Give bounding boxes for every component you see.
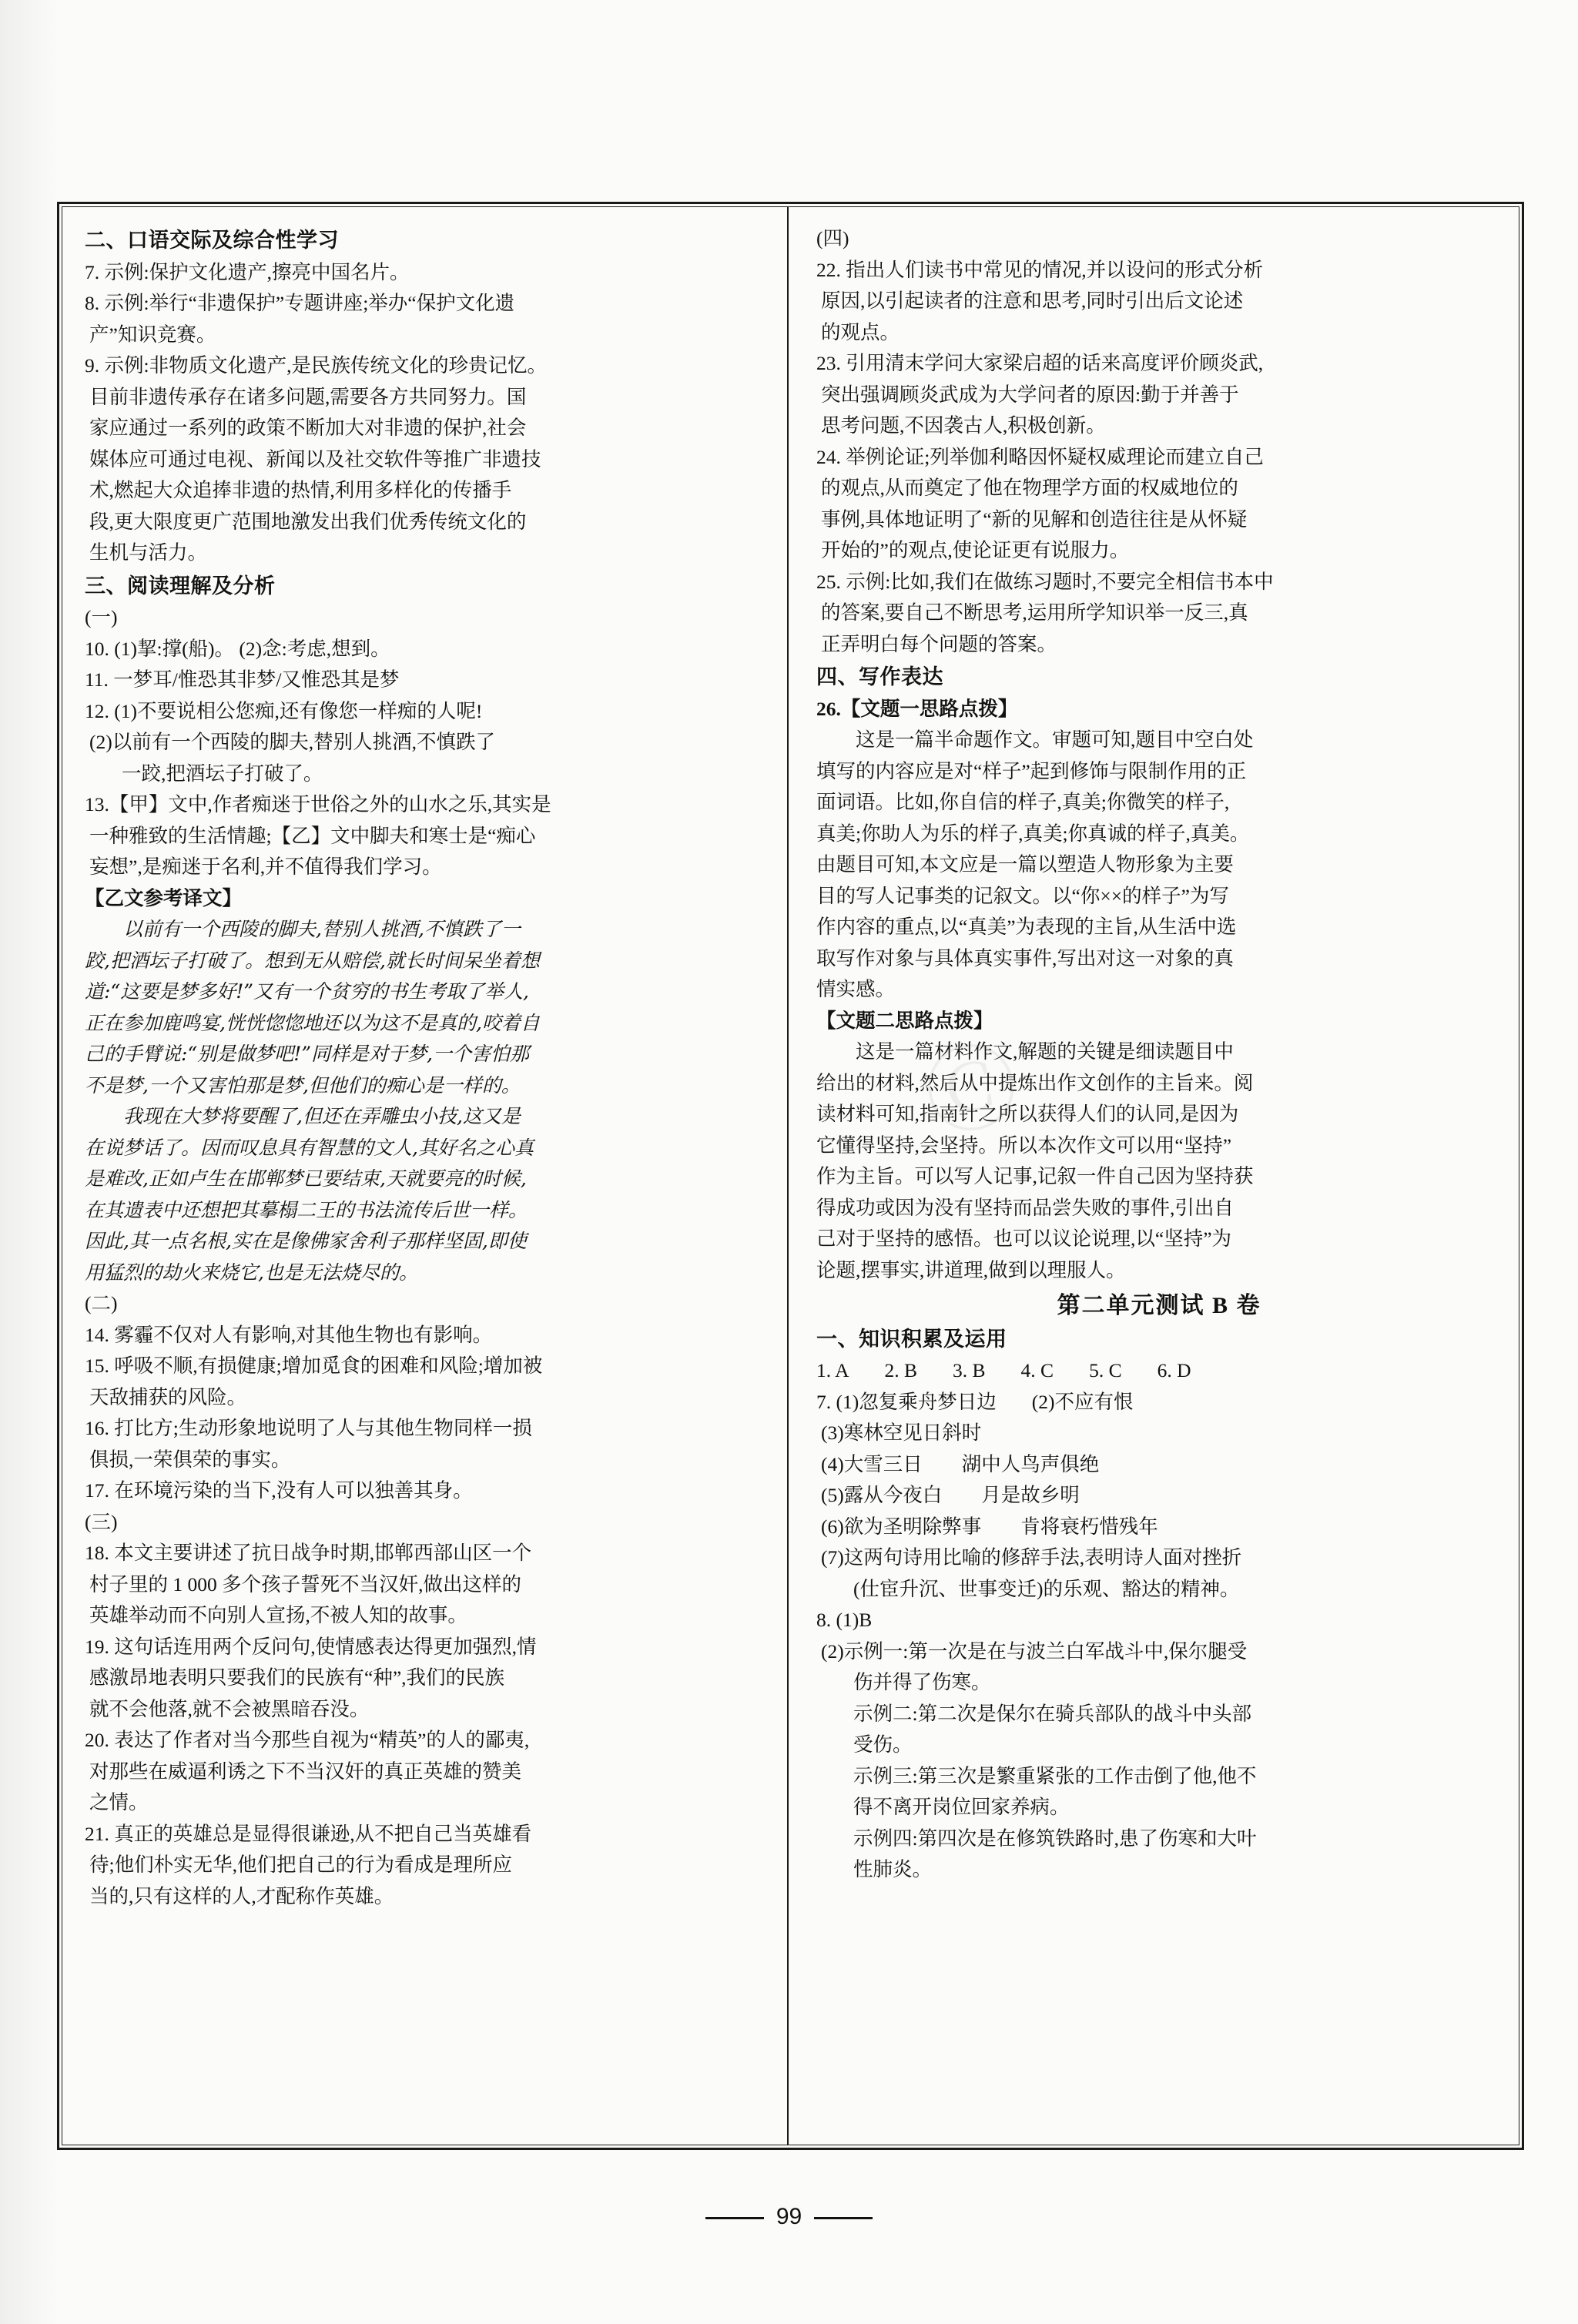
answer-item-9-line4: 媒体应可通过电视、新闻以及社交软件等推广非遗技: [89, 447, 541, 470]
answer-item-23-line3: 思考问题,不因袭古人,积极创新。: [821, 414, 1106, 437]
mc-answer-5: 5. C: [1089, 1359, 1122, 1381]
answer-item-25-line1: 25. 示例:比如,我们在做练习题时,不要完全相信书本中: [816, 570, 1274, 593]
answer-item-22-line2: 原因,以引起读者的注意和思考,同时引出后文论述: [821, 290, 1244, 312]
translation-heading: 【乙文参考译文】: [85, 886, 243, 909]
answer-item-b8-2b: 伤并得了伤寒。: [853, 1671, 991, 1693]
answer-item-b7-7a: (7)这两句诗用比喻的修辞手法,表明诗人面对挫折: [821, 1546, 1242, 1569]
translation-line: 以前有一个西陵的脚夫,替别人挑酒,不慎跌了一: [85, 918, 521, 940]
answer-item-9-line5: 术,燃起大众追捧非遗的热情,利用多样化的传播手: [89, 479, 512, 501]
multiple-choice-answers: [816, 1355, 1502, 1387]
answer-item-20-line3: 之情。: [89, 1791, 149, 1813]
answer-item-13-line3: 妄想”,是痴迷于名利,并不值得我们学习。: [89, 856, 442, 878]
answer-item-9-line1: 9. 示例:非物质文化遗产,是民族传统文化的珍贵记忆。: [85, 354, 547, 377]
answer-item-18-line1: 18. 本文主要讲述了抗日战争时期,邯郸西部山区一个: [85, 1542, 532, 1564]
translation-line: 在说梦话了。因而叹息具有智慧的文人,其好名之心真: [85, 1136, 534, 1159]
answer-item-12-2a: (2)以前有一个西陵的脚夫,替别人挑酒,不慎跌了: [89, 731, 495, 753]
answer-item-b8-2f: 得不离开岗位回家养病。: [853, 1796, 1070, 1818]
page-rule-left: [705, 2217, 764, 2219]
essay-hint2-line: 给出的材料,然后从中提炼出作文创作的主旨来。阅: [816, 1071, 1254, 1094]
answer-item-b7-3: (3)寒林空见日斜时: [821, 1422, 982, 1444]
translation-line: 用猛烈的劫火来烧它,也是无法烧尽的。: [85, 1261, 418, 1284]
essay-hint2-line: 己对于坚持的感悟。也可以议论说理,以“坚持”为: [816, 1227, 1232, 1250]
answer-item-b8-2d: 受伤。: [853, 1733, 913, 1756]
answer-item-b7-1: [816, 1387, 1502, 1418]
answer-item-25-line3: 正弄明白每个问题的答案。: [821, 632, 1057, 655]
group-label-3: (三): [85, 1510, 118, 1533]
essay-hint-line: 取写作对象与具体真实事件,写出对这一对象的真: [816, 946, 1234, 969]
answer-item-12-2b: 一跤,把酒坛子打破了。: [122, 762, 323, 785]
answer-item-15-line1: 15. 呼吸不顺,有损健康;增加觅食的困难和风险;增加被: [85, 1355, 543, 1377]
answer-item-17: 17. 在环境污染的当下,没有人可以独善其身。: [85, 1479, 473, 1502]
mc-answer-4: 4. C: [1020, 1359, 1054, 1381]
essay-hint2-line: 这是一篇材料作文,解题的关键是细读题目中: [816, 1040, 1234, 1063]
answer-item-8-line2: 产”知识竞赛。: [89, 323, 216, 346]
watermark: Ⓒ: [918, 1030, 1033, 1151]
mc-answer-2: 2. B: [884, 1359, 918, 1381]
answer-item-b7-6: (6)欲为圣明除弊事 肯将衰朽惜残年: [821, 1515, 1158, 1538]
group-label-1: (一): [85, 606, 118, 628]
answer-item-22-line3: 的观点。: [821, 320, 900, 343]
answer-item-23-line2: 突出强调顾炎武成为大学问者的原因:勤于并善于: [821, 383, 1239, 406]
answer-item-19-line1: 19. 这句话连用两个反问句,使情感表达得更加强烈,情: [85, 1635, 537, 1658]
answer-item-9-line7: 生机与活力。: [89, 541, 208, 564]
left-column: [85, 223, 762, 1912]
group-label-2: (二): [85, 1292, 118, 1314]
answer-item-21-line3: 当的,只有这样的人,才配称作英雄。: [89, 1884, 394, 1907]
answer-b7-1a: 7. (1)忽复乘舟梦日边: [816, 1390, 997, 1413]
answer-item-9-line2: 目前非遗传承存在诸多问题,需要各方共同努力。国: [89, 385, 527, 408]
answer-item-19-line2: 感激昂地表明只要我们的民族有“种”,我们的民族: [89, 1666, 505, 1689]
essay-hint-line: 作内容的重点,以“真美”为表现的主旨,从生活中选: [816, 916, 1237, 938]
answer-item-24-line3: 事例,具体地证明了“新的见解和创造往往是从怀疑: [821, 507, 1248, 531]
answer-item-18-line3: 英雄举动而不向别人宣扬,不被人知的故事。: [89, 1604, 467, 1626]
group-label-4: (四): [816, 227, 849, 249]
answer-item-25-line2: 的答案,要自己不断思考,运用所学知识举一反三,真: [821, 601, 1248, 624]
translation-line: 跤,把酒坛子打破了。想到无从赔偿,就长时间呆坐着想: [85, 949, 540, 972]
answer-item-b7-7b: (仕宦升沉、世事变迁)的乐观、豁达的精神。: [853, 1577, 1240, 1600]
answer-item-7: 7. 示例:保护文化遗产,擦亮中国名片。: [85, 260, 410, 283]
essay-hint-line: 情实感。: [816, 978, 896, 1000]
right-column: [816, 223, 1502, 1886]
essay-hint-line: 填写的内容应是对“样子”起到修饰与限制作用的正: [816, 759, 1247, 782]
answer-item-24-line1: 24. 举例论证;列举伽利略因怀疑权威理论而建立自己: [816, 445, 1264, 468]
translation-line: 是难改,正如卢生在邯郸梦已要结束,天就要亮的时候,: [85, 1167, 527, 1190]
answer-item-13-line1: 13.【甲】文中,作者痴迷于世俗之外的山水之乐,其实是: [85, 793, 551, 815]
translation-body: [85, 914, 762, 1288]
essay-hint2-line: 论题,摆事实,讲道理,做到以理服人。: [816, 1258, 1126, 1281]
answer-item-20-line1: 20. 表达了作者对当今那些自视为“精英”的人的鄙夷,: [85, 1729, 530, 1751]
answer-item-26-heading: 26.【文题一思路点拨】: [816, 697, 1018, 720]
section-heading-writing: 四、写作表达: [816, 665, 943, 688]
answer-item-16-line1: 16. 打比方;生动形象地说明了人与其他生物同样一损: [85, 1417, 532, 1439]
answer-item-9-line3: 家应通过一系列的政策不断加大对非遗的保护,社会: [89, 417, 527, 439]
answer-item-b8-2e: 示例三:第三次是繁重紧张的工作击倒了他,他不: [853, 1764, 1257, 1787]
answer-item-24-line4: 开始的”的观点,使论证更有说服力。: [821, 539, 1130, 561]
answer-item-b8-2h: 性肺炎。: [853, 1858, 933, 1880]
answer-item-21-line2: 待;他们朴实无华,他们把自己的行为看成是理所应: [89, 1854, 512, 1876]
translation-line: 不是梦,一个又害怕那是梦,但他们的痴心是一样的。: [85, 1073, 521, 1097]
mc-answer-1: 1. A: [816, 1359, 849, 1381]
answer-item-16-line2: 俱损,一荣俱荣的事实。: [89, 1448, 291, 1471]
essay-hint2-line: 读材料可知,指南针之所以获得人们的认同,是因为: [816, 1103, 1239, 1125]
essay-hint-line: 这是一篇半命题作文。审题可知,题目中空白处: [816, 728, 1254, 751]
translation-line: 我现在大梦将要醒了,但还在弄雕虫小技,这又是: [85, 1105, 521, 1127]
answer-item-b8-2a: (2)示例一:第一次是在与波兰白军战斗中,保尔腿受: [821, 1639, 1248, 1663]
answer-item-21-line1: 21. 真正的英雄总是显得很谦逊,从不把自己当英雄看: [85, 1822, 532, 1845]
answer-item-18-line2: 村子里的 1 000 多个孩子誓死不当汉奸,做出这样的: [89, 1572, 522, 1596]
answer-item-9-line6: 段,更大限度更广范围地激发出我们优秀传统文化的: [89, 510, 527, 533]
answer-item-26-heading-2: 【文题二思路点拨】: [816, 1009, 993, 1032]
translation-line: 正在参加鹿鸣宴,恍恍惚惚地还以为这不是真的,咬着自: [85, 1011, 540, 1034]
answer-item-8-line1: 8. 示例:举行“非遗保护”专题讲座;举办“保护文化遗: [85, 292, 515, 314]
answer-item-b7-5: (5)露从今夜白 月是故乡明: [821, 1484, 1080, 1506]
answer-item-12-1: 12. (1)不要说相公您痴,还有像您一样痴的人呢!: [85, 699, 483, 722]
answer-item-22-line1: 22. 指出人们读书中常见的情况,并以设问的形式分析: [816, 258, 1264, 281]
essay-hint-line: 面词语。比如,你自信的样子,真美;你微笑的样子,: [816, 791, 1230, 813]
page-number: 99: [776, 2204, 802, 2229]
translation-line: 己的手臂说:“别是做梦吧!”同样是对于梦,一个害怕那: [85, 1043, 529, 1065]
mc-answer-6: 6. D: [1157, 1359, 1191, 1381]
page-number-footer: [0, 2204, 1578, 2230]
essay-hint-line: 由题目可知,本文应是一篇以塑造人物形象为主要: [816, 853, 1234, 876]
essay-hint2-line: 它懂得坚持,会坚持。所以本次作文可以用“坚持”: [816, 1134, 1232, 1157]
page-edge-shadow: [0, 0, 59, 2324]
mc-answer-3: 3. B: [953, 1359, 986, 1381]
answer-item-11: 11. 一梦耳/惟恐其非梦/又惟恐其是梦: [85, 668, 400, 691]
answer-item-10: 10. (1)挈:撑(船)。 (2)念:考虑,想到。: [85, 637, 390, 660]
answer-b7-1b: (2)不应有恨: [1031, 1390, 1134, 1413]
answer-item-b8-2c: 示例二:第二次是保尔在骑兵部队的战斗中头部: [853, 1702, 1252, 1725]
answer-item-14: 14. 雾霾不仅对人有影响,对其他生物也有影响。: [85, 1323, 493, 1346]
column-divider: [787, 206, 789, 2145]
answer-item-b7-4: (4)大雪三日 湖中人鸟声俱绝: [821, 1452, 1100, 1475]
answer-item-b8-2g: 示例四:第四次是在修筑铁路时,患了伤寒和大叶: [853, 1827, 1257, 1850]
answer-item-15-line2: 天敌捕获的风险。: [89, 1385, 247, 1408]
unit-test-title: 第二单元测试 B 卷: [1057, 1293, 1261, 1318]
translation-line: 在其遗表中还想把其摹榻二王的书法流传后世一样。: [85, 1198, 528, 1221]
page-rule-right: [814, 2217, 873, 2219]
section-heading-oral: 二、口语交际及综合性学习: [85, 229, 339, 252]
essay-hint2-line: 作为主旨。可以写人记事,记叙一件自己因为坚持获: [816, 1165, 1254, 1187]
section-heading-reading: 三、阅读理解及分析: [85, 574, 276, 598]
answer-item-19-line3: 就不会他落,就不会被黑暗吞没。: [89, 1697, 370, 1720]
answer-item-23-line1: 23. 引用清末学问大家梁启超的话来高度评价顾炎武,: [816, 352, 1264, 374]
section-heading-knowledge: 一、知识积累及运用: [816, 1327, 1007, 1351]
translation-line: 道:“这要是梦多好!”又有一个贫穷的书生考取了举人,: [85, 980, 529, 1003]
essay-hint-line: 真美;你助人为乐的样子,真美;你真诚的样子,真美。: [816, 822, 1250, 845]
essay-hint-line: 目的写人记事类的记叙文。以“你××的样子”为写: [816, 884, 1229, 907]
essay-hint2-line: 得成功或因为没有坚持而品尝失败的事件,引出自: [816, 1196, 1234, 1219]
answer-item-13-line2: 一种雅致的生活情趣;【乙】文中脚夫和寒士是“痴心: [89, 824, 536, 847]
translation-line: 因此,其一点名根,实在是像佛家舍利子那样坚固,即使: [85, 1230, 527, 1252]
answer-item-24-line2: 的观点,从而奠定了他在物理学方面的权威地位的: [821, 477, 1238, 499]
answer-item-20-line2: 对那些在威逼利诱之下不当汉奸的真正英雄的赞美: [89, 1760, 522, 1783]
answer-item-b8-1: 8. (1)B: [816, 1609, 873, 1631]
